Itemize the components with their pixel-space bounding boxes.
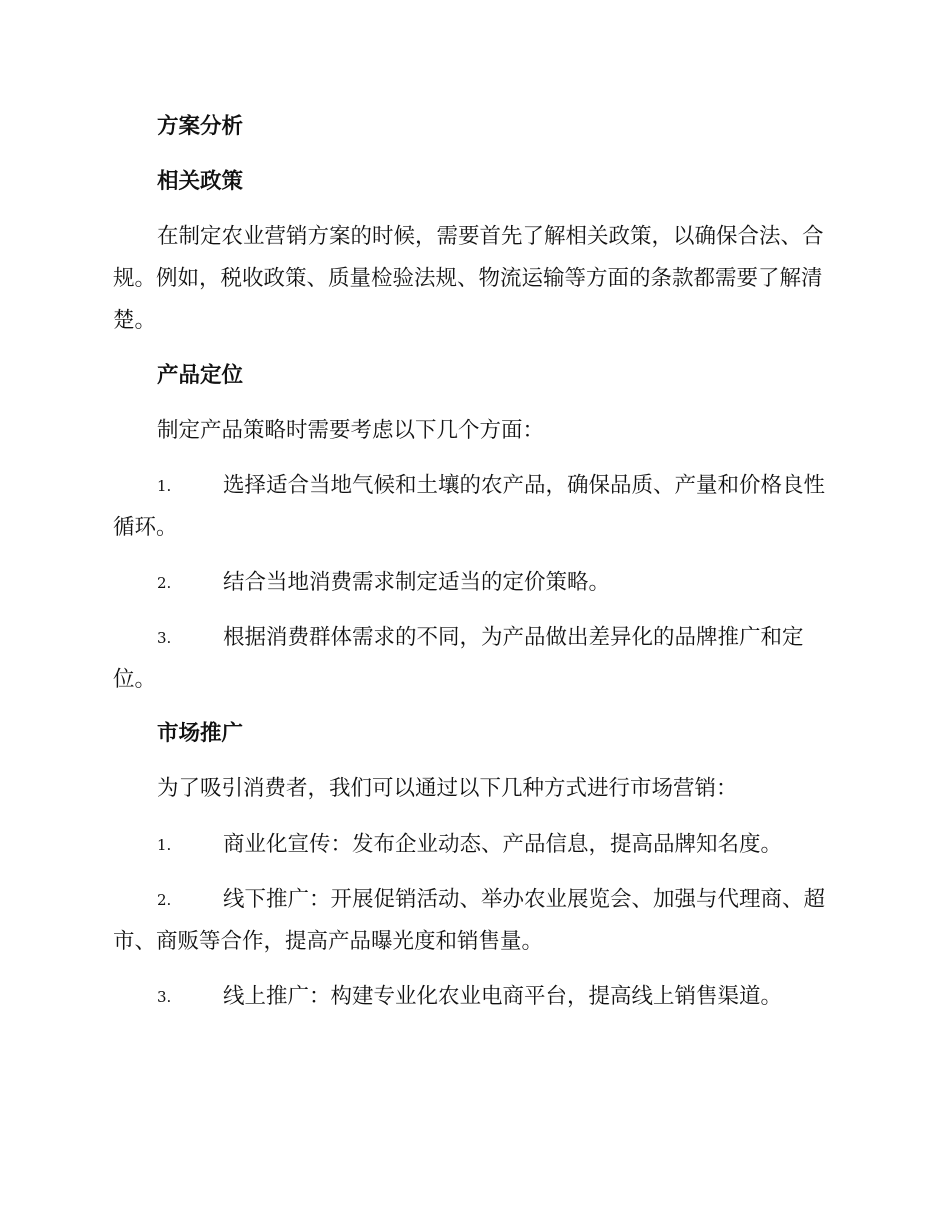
positioning-intro: 制定产品策略时需要考虑以下几个方面： [157, 418, 545, 443]
policy-paragraph-line: 楚。 [113, 308, 157, 333]
list-item-line: 线下推广：开展促销活动、举办农业展览会、加强与代理商、超 [223, 887, 826, 912]
list-item-line: 循环。 [113, 515, 178, 540]
list-item-line: 结合当地消费需求制定适当的定价策略。 [223, 570, 611, 595]
list-number: 3. [157, 988, 172, 1006]
list-item-line: 市、商贩等合作，提高产品曝光度和销售量。 [113, 929, 544, 954]
list-item-line: 根据消费群体需求的不同，为产品做出差异化的品牌推广和定 [223, 625, 804, 650]
list-number: 2. [157, 891, 172, 909]
promotion-intro: 为了吸引消费者，我们可以通过以下几种方式进行市场营销： [157, 776, 738, 801]
list-item-line: 位。 [113, 667, 157, 692]
section-heading-analysis: 方案分析 [157, 114, 244, 139]
list-item-line: 选择适合当地气候和土壤的农产品，确保品质、产量和价格良性 [223, 473, 826, 498]
list-item-line: 线上推广：构建专业化农业电商平台，提高线上销售渠道。 [223, 984, 783, 1009]
policy-paragraph-line: 在制定农业营销方案的时候，需要首先了解相关政策，以确保合法、合 [157, 224, 824, 249]
list-number: 3. [157, 629, 172, 647]
list-item-line: 商业化宣传：发布企业动态、产品信息，提高品牌知名度。 [223, 832, 783, 857]
list-number: 1. [157, 477, 172, 495]
section-heading-policy: 相关政策 [157, 169, 244, 194]
policy-paragraph-line: 规。例如，税收政策、质量检验法规、物流运输等方面的条款都需要了解清 [113, 266, 823, 291]
list-number: 1. [157, 836, 172, 854]
list-number: 2. [157, 574, 172, 592]
section-heading-promotion: 市场推广 [157, 721, 244, 746]
section-heading-positioning: 产品定位 [157, 363, 244, 388]
